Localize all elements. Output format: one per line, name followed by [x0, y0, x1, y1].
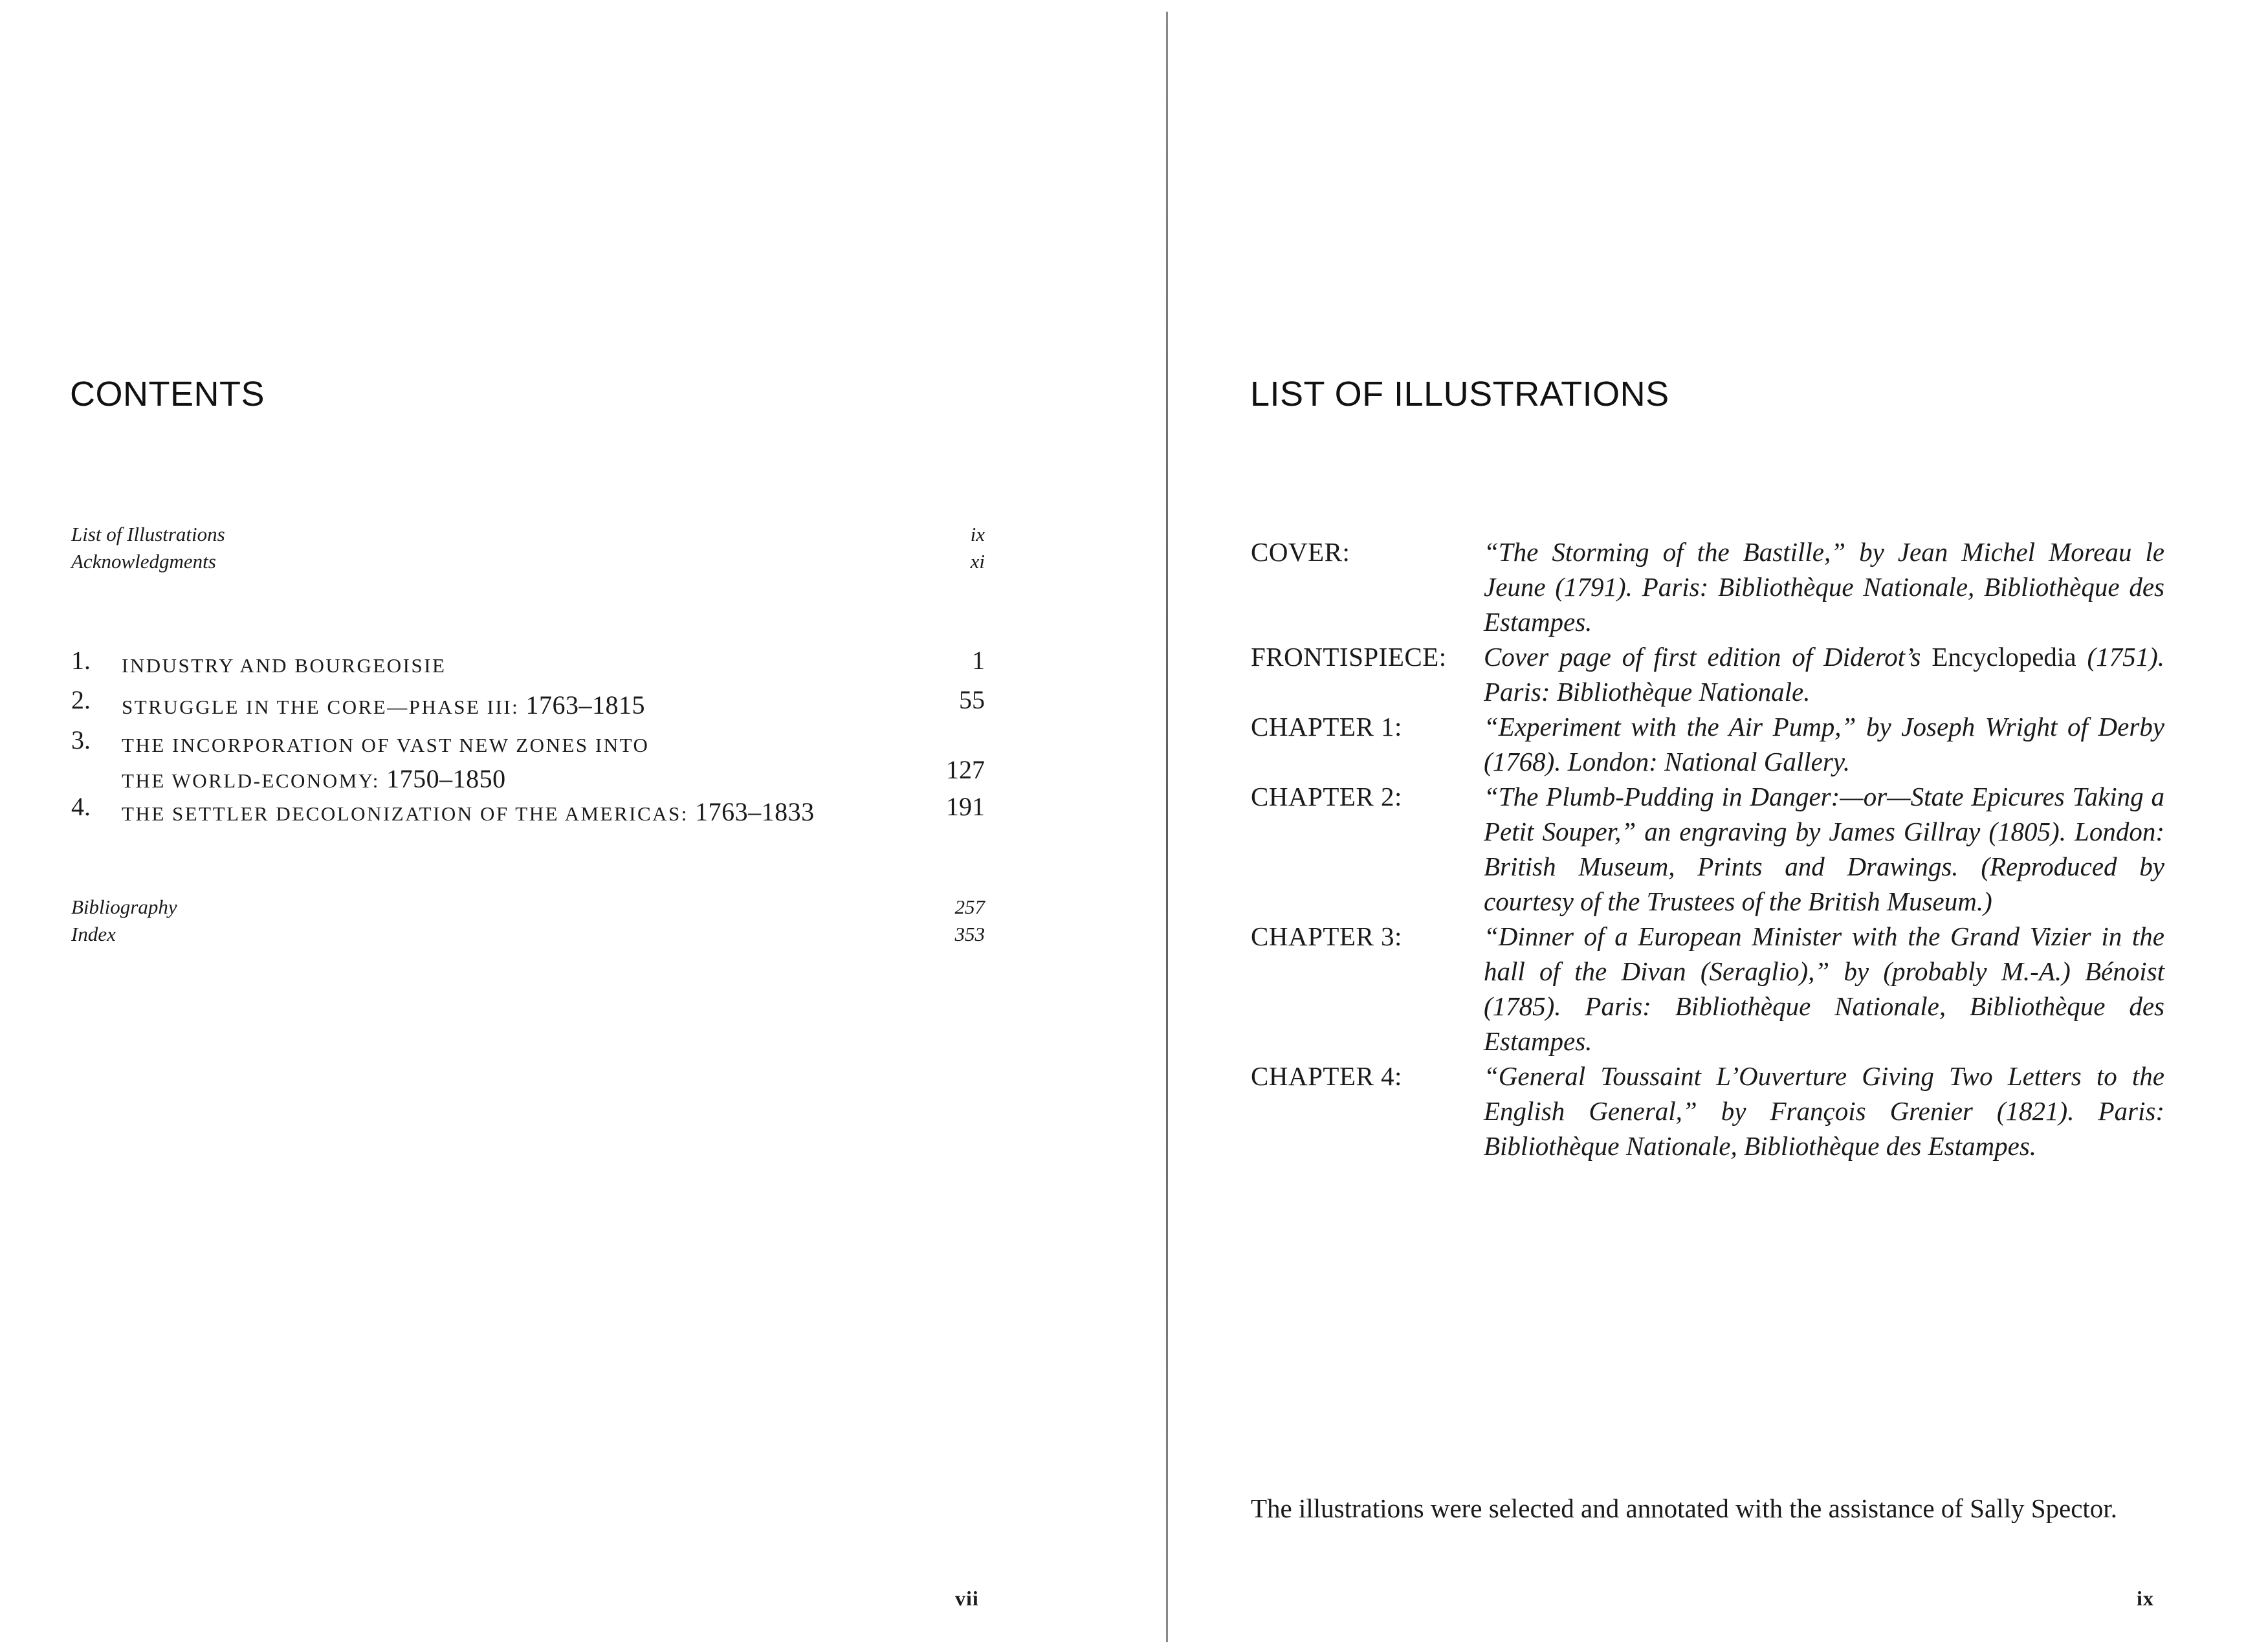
illustration-entry-cover — [1251, 534, 2164, 639]
toc-entry-index[interactable] — [71, 923, 985, 950]
back-matter-list — [71, 896, 985, 950]
illustration-label: CHAPTER 2: — [1251, 782, 1402, 811]
toc-entry-page: 353 — [954, 923, 985, 945]
illustration-label: CHAPTER 3: — [1251, 921, 1402, 951]
toc-entry-list-of-illustrations[interactable] — [71, 523, 985, 550]
caption-work-title: Encyclopedia — [1932, 642, 2076, 672]
page-number: ix — [2137, 1587, 2154, 1610]
chapter-number: 3. — [71, 725, 91, 754]
illustration-caption: “Experiment with the Air Pump,” by Joseph Wright of Derby (1768). London: National Gallery. — [1484, 712, 2164, 776]
chapter-title-line: INDUSTRY AND BOURGEOISIE — [122, 654, 446, 677]
toc-entry-label: Acknowledgments — [71, 550, 216, 573]
illustration-caption: “The Storming of the Bastille,” by Jean Michel Moreau le Jeune (1791). Paris: Bibliothèque Nationale, Bibliothèque des Estampes. — [1484, 537, 2164, 637]
illustration-entry-chapter-3 — [1251, 919, 2164, 1059]
illustration-caption — [1484, 639, 2164, 709]
illustrations-list — [1251, 534, 2164, 1163]
illustration-entry-chapter-4 — [1251, 1059, 2164, 1163]
toc-chapter-1[interactable] — [71, 645, 985, 681]
toc-chapter-2[interactable] — [71, 685, 985, 721]
chapter-date: 1763–1815 — [525, 690, 645, 720]
chapter-title — [122, 649, 446, 683]
chapter-title — [122, 729, 649, 798]
illustration-caption: “General Toussaint L’Ouverture Giving Two Letters to the English General,” by François Grenier (1821). Paris: Bibliothèque Nationale, Bibliothèque des Estampes. — [1484, 1061, 2164, 1161]
chapter-number: 1. — [71, 646, 91, 675]
toc-entry-label: Bibliography — [71, 896, 177, 918]
caption-text: Cover page of first edition of Diderot’s — [1484, 642, 1921, 672]
chapter-page: 191 — [946, 792, 985, 821]
illustration-label: COVER: — [1251, 537, 1350, 567]
toc-entry-page: xi — [970, 550, 985, 573]
toc-chapter-3[interactable] — [71, 725, 985, 795]
chapter-number: 2. — [71, 685, 91, 714]
chapter-page: 127 — [946, 755, 985, 784]
chapter-title — [122, 688, 645, 724]
caption-text-after: (1751). Paris: Bibliothèque Nationale. — [1484, 642, 2165, 707]
chapter-title-line: STRUGGLE IN THE CORE—PHASE III: — [122, 696, 520, 718]
toc-entry-label: List of Illustrations — [71, 523, 225, 545]
chapter-page: 55 — [959, 685, 985, 714]
chapter-title-line: THE INCORPORATION OF VAST NEW ZONES INTO — [122, 734, 650, 756]
chapter-title-line: THE SETTLER DECOLONIZATION OF THE AMERICAS: — [122, 802, 688, 825]
illustration-label: CHAPTER 1: — [1251, 712, 1402, 742]
chapter-title-line: THE WORLD-ECONOMY: — [122, 769, 380, 792]
front-matter-list — [71, 523, 985, 577]
page-number: vii — [955, 1587, 979, 1610]
page-title: LIST OF ILLUSTRATIONS — [1250, 375, 1669, 413]
illustration-entry-chapter-2 — [1251, 779, 2164, 919]
illustrations-credit: The illustrations were selected and annotated with the assistance of Sally Spector. — [1251, 1493, 2117, 1523]
chapter-date: 1750–1850 — [386, 764, 506, 793]
toc-entry-page: 257 — [954, 896, 985, 918]
illustration-entry-frontispiece — [1251, 639, 2164, 709]
toc-entry-label: Index — [71, 923, 116, 945]
toc-entry-page: ix — [970, 523, 985, 545]
illustration-label: CHAPTER 4: — [1251, 1061, 1402, 1091]
toc-entry-bibliography[interactable] — [71, 896, 985, 923]
illustration-label: FRONTISPIECE: — [1251, 642, 1447, 672]
toc-chapter-4[interactable] — [71, 791, 985, 828]
illustrations-page — [1173, 0, 2268, 1650]
chapter-number: 4. — [71, 792, 91, 821]
illustration-caption: “The Plumb-Pudding in Danger:—or—State Epicures Taking a Petit Souper,” an engraving by James Gillray (1805). London: British Museum, Prints and Drawings. (Reproduced by courtesy of the Trustees of the British Museum.) — [1484, 782, 2164, 916]
page-title: CONTENTS — [70, 375, 265, 413]
chapter-page: 1 — [972, 646, 985, 675]
chapter-title — [122, 795, 815, 831]
toc-entry-acknowledgments[interactable] — [71, 550, 985, 577]
illustration-entry-chapter-1 — [1251, 709, 2164, 779]
book-gutter — [1166, 12, 1168, 1642]
illustration-caption: “Dinner of a European Minister with the Grand Vizier in the hall of the Divan (Seraglio),” by (probably M.-A.) Bénoist (1785). Paris: Bibliothèque Nationale, Bibliothèque des Estampes. — [1484, 921, 2164, 1056]
chapter-date: 1763–1833 — [695, 797, 815, 826]
